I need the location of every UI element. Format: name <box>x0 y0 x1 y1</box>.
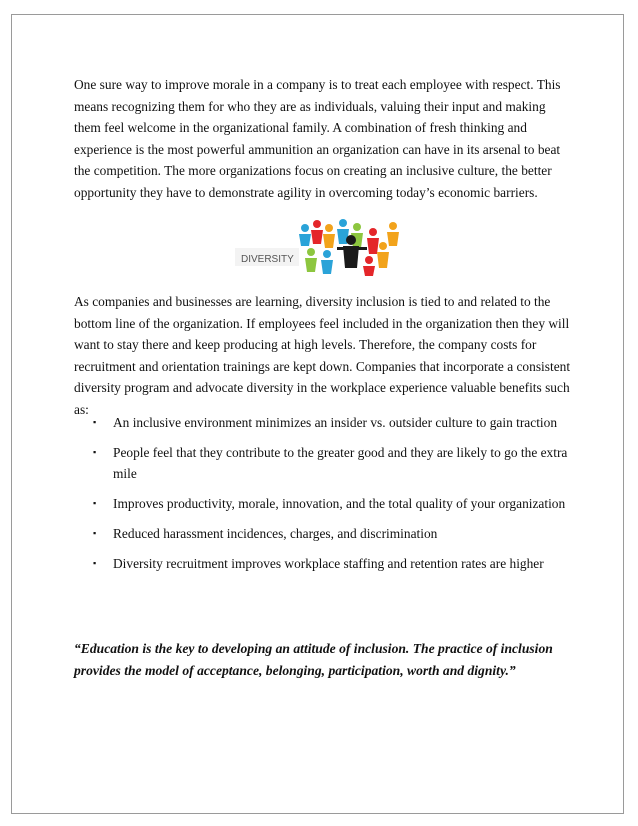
list-item-text: Diversity recruitment improves workplace staffing and retention rates are higher <box>113 556 544 571</box>
diversity-label: DIVERSITY <box>241 254 294 265</box>
list-item <box>93 442 573 484</box>
inclusion-quote: “Education is the key to developing an attitude of inclusion. The practice of inclusion provides the model of acceptance, belonging, participation, worth and dignity.” <box>74 641 553 678</box>
bullet-marker: ▪ <box>93 558 97 568</box>
intro-paragraph: One sure way to improve morale in a company is to treat each employee with respect. This means recognizing them for who they are as individuals, valuing their input and making them feel welcome in the organizational family. A combination of fresh thinking and experience is the most powerful ammunition an organization can have in its arsenal to beat the competition. The more organizations focus on creating an inclusive culture, the better opportunity they have to demonstrate agility in overcoming today’s economic barriers. <box>74 77 561 200</box>
list-item-text: Reduced harassment incidences, charges, and discrimination <box>113 526 438 541</box>
list-item-text: An inclusive environment minimizes an insider vs. outsider culture to gain traction <box>113 415 558 430</box>
list-item <box>93 493 573 514</box>
bullet-marker: ▪ <box>93 447 97 457</box>
benefits-intro-paragraph: As companies and businesses are learning, diversity inclusion is tied to and related to the bottom line of the organization. If employees feel included in the organization then they will want to stay there and keep producing at high levels. Therefore, the company costs for recruitment and orientation trainings are kept down. Companies that incorporate a consistent diversity program and advocate diversity in the workplace experience valuable benefits such as: <box>74 294 571 417</box>
list-item <box>93 412 573 433</box>
bullet-marker: ▪ <box>93 528 97 538</box>
list-item-text: People feel that they contribute to the greater good and they are likely to go the extra mile <box>113 445 568 481</box>
list-item <box>93 553 573 574</box>
diversity-people-illustration <box>233 218 401 276</box>
benefits-list <box>93 412 573 583</box>
bullet-marker: ▪ <box>93 498 97 508</box>
list-item-text: Improves productivity, morale, innovation, and the total quality of your organization <box>113 496 566 511</box>
bullet-marker: ▪ <box>93 417 97 427</box>
list-item <box>93 523 573 544</box>
diversity-image <box>233 218 401 276</box>
